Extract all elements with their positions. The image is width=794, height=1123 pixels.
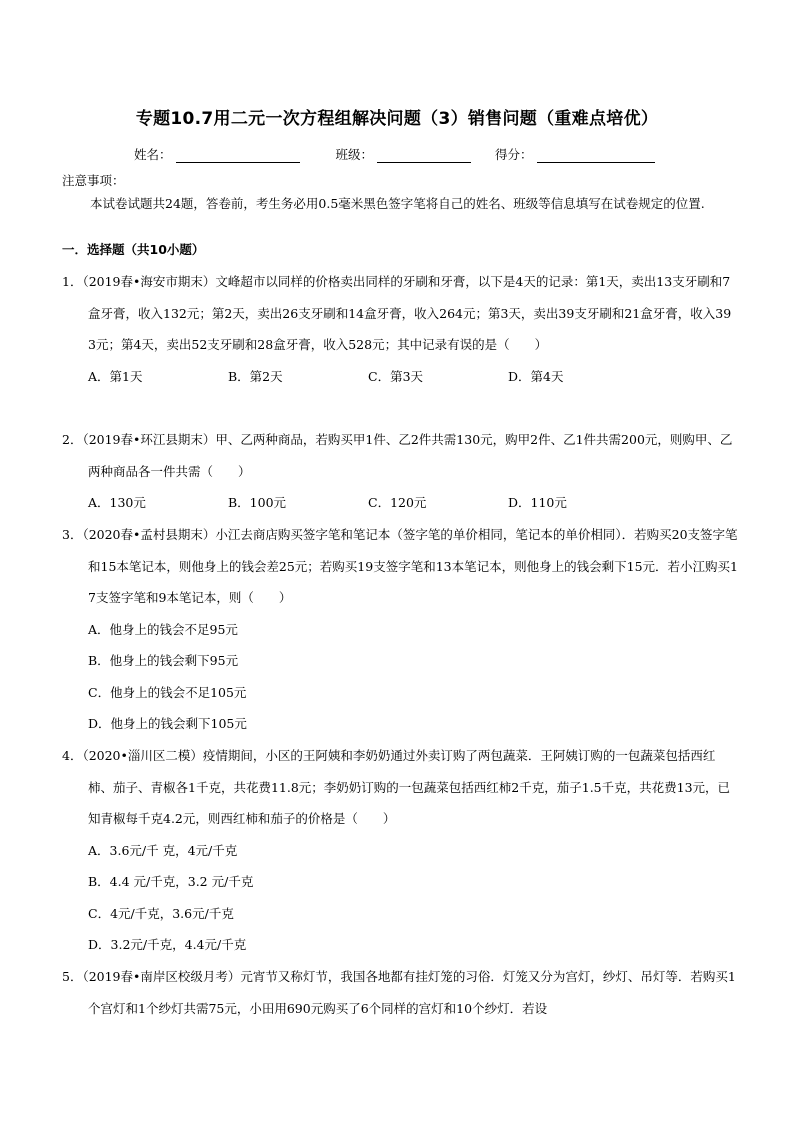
class-label: 班级： bbox=[335, 147, 374, 162]
option-d[interactable]: D．110元 bbox=[508, 495, 567, 510]
question-4 bbox=[62, 740, 738, 961]
question-1 bbox=[62, 266, 738, 392]
question-stem: 1．（2019春•海安市期末）文峰超市以同样的价格卖出同样的牙刷和牙膏，以下是4天的记录：第1天，卖出13支牙刷和7盒牙膏，收入132元；第2天，卖出26支牙刷和14盒牙膏，收入264元；第3天，卖出39支牙刷和21盒牙膏，收入393元；第4天，卖出52支牙刷和28盒牙膏，收入528元；其中记录有误的是（ ） bbox=[62, 274, 732, 352]
option-c[interactable]: C．4元/千克，3.6元/千克 bbox=[88, 905, 234, 921]
options-row bbox=[62, 487, 738, 519]
option-a[interactable]: A．第1天 bbox=[88, 368, 143, 384]
page-title: 专题10.7用二元一次方程组解决问题（3）销售问题（重难点培优） bbox=[135, 109, 659, 129]
option-a[interactable]: A．他身上的钱会不足95元 bbox=[88, 621, 238, 637]
option-b[interactable]: B．第2天 bbox=[228, 368, 283, 384]
question-stem: 3．（2020春•孟村县期末）小江去商店购买签字笔和笔记本（签字笔的单价相同，笔记本的单价相同）．若购买20支签字笔和15本笔记本，则他身上的钱会差25元；若购买19支签字笔和13本笔记本，则他身上的钱会剩下15元．若小江购买17支签字笔和9本笔记本，则（ ） bbox=[62, 527, 738, 605]
score-field[interactable] bbox=[537, 148, 655, 163]
class-field[interactable] bbox=[377, 148, 471, 163]
question-stem: 5．（2019春•南岸区校级月考）元宵节又称灯节，我国各地都有挂灯笼的习俗．灯笼又分为宫灯，纱灯、吊灯等．若购买1个宫灯和1个纱灯共需75元，小田用690元购买了6个同样的宫灯和10个纱灯．若设 bbox=[62, 969, 736, 1016]
options-row bbox=[62, 361, 738, 393]
option-c[interactable]: C．120元 bbox=[368, 495, 427, 510]
name-label: 姓名： bbox=[134, 147, 172, 162]
section-title: 一．选择题（共10小题） bbox=[62, 242, 205, 257]
option-d[interactable]: D．3.2元/千克，4.4元/千克 bbox=[88, 937, 247, 952]
notice-body: 本试卷试题共24题，答卷前，考生务必用0.5毫米黑色签字笔将自己的姓名、班级等信息填写在试卷规定的位置. bbox=[90, 196, 705, 211]
option-b[interactable]: B．4.4 元/千克，3.2 元/千克 bbox=[88, 874, 254, 889]
option-d[interactable]: D．第4天 bbox=[508, 368, 564, 384]
option-a[interactable]: A．3.6元/千 克，4元/千克 bbox=[88, 842, 238, 858]
student-info-row bbox=[134, 145, 655, 163]
question-2 bbox=[62, 424, 738, 519]
option-b[interactable]: B．他身上的钱会剩下95元 bbox=[88, 653, 239, 668]
question-stem: 2．（2019春•环江县期末）甲、乙两种商品，若购买甲1件、乙2件共需130元，购甲2件、乙1件共需200元，则购甲、乙两种商品各一件共需（ ） bbox=[62, 432, 733, 479]
question-3 bbox=[62, 519, 738, 740]
option-b[interactable]: B．100元 bbox=[228, 495, 287, 510]
option-c[interactable]: C．第3天 bbox=[368, 368, 424, 384]
option-a[interactable]: A．130元 bbox=[88, 495, 146, 510]
option-c[interactable]: C．他身上的钱会不足105元 bbox=[88, 684, 247, 700]
name-field[interactable] bbox=[176, 148, 300, 163]
notice-title: 注意事项： bbox=[62, 173, 125, 188]
question-stem: 4．（2020•淄川区二模）疫情期间，小区的王阿姨和李奶奶通过外卖订购了两包蔬菜．王阿姨订购的一包蔬菜包括西红柿、茄子、青椒各1千克，共花费11.8元；李奶奶订购的一包蔬菜包括西红柿2千克，茄子1.5千克，共花费13元，已知青椒每千克4.2元，则西红柿和茄子的价格是（ ） bbox=[62, 748, 731, 826]
score-label: 得分： bbox=[495, 147, 533, 162]
option-d[interactable]: D．他身上的钱会剩下105元 bbox=[88, 716, 247, 731]
question-5 bbox=[62, 961, 738, 1024]
